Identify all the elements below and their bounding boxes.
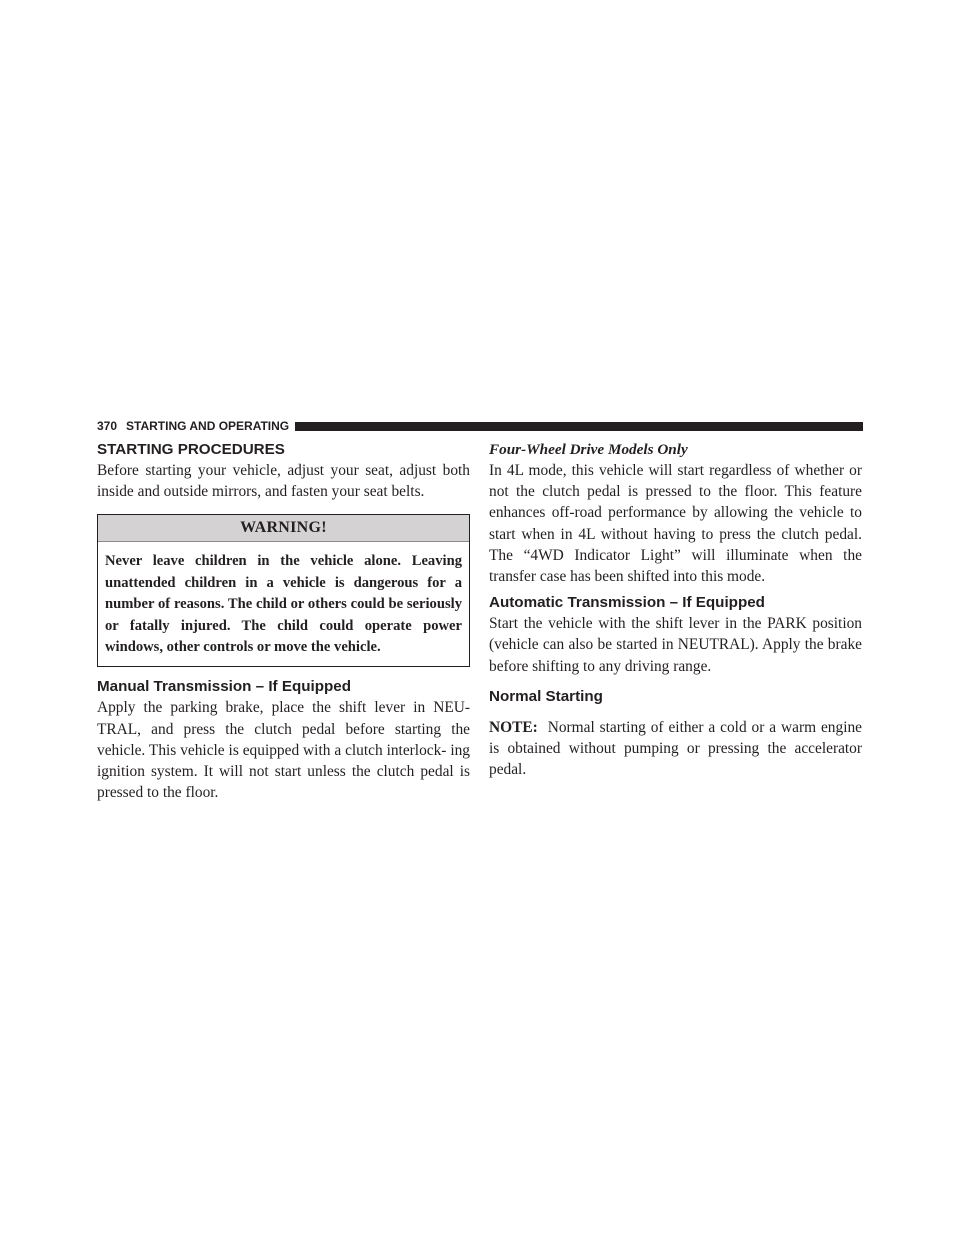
normal-starting-heading: Normal Starting [489,687,603,705]
starting-procedures-heading: STARTING PROCEDURES [97,441,285,458]
four-wheel-drive-heading: Four-Wheel Drive Models Only [489,441,688,458]
manual-transmission-paragraph: Apply the parking brake, place the shift lever in NEU- TRAL, and press the clutch pedal before starting the vehicle. This vehicle is equipped with a clutch interlock- ing ignition system. It will not start unless the clutch pedal is pressed to the floor. [97,699,470,802]
automatic-transmission-paragraph: Start the vehicle with the shift lever in the PARK position (vehicle can also be started in NEUTRAL). Apply the brake before shifting to any driving range. [489,615,862,675]
manual-transmission-heading: Manual Transmission – If Equipped [97,678,352,696]
page-header [97,419,863,433]
section-title: STARTING AND OPERATING [126,419,290,433]
warning-text: Never leave children in the vehicle alone. Leaving unattended children in a vehicle is dangerous for a number of reasons. The child or others could be seriously or fatally injured. The child could operate power windows, other controls or move the vehicle. [105,553,462,656]
warning-box [97,514,470,667]
intro-paragraph: Before starting your vehicle, adjust your seat, adjust both inside and outside mirrors, and fasten your seat belts. [97,462,470,501]
right-column [489,440,862,780]
page-number: 370 [97,419,118,433]
note-label: NOTE: [489,718,538,736]
left-column [97,440,470,803]
note-text: Normal starting of either a cold or a warm engine is obtained without pumping or pressing the accelerator pedal. [489,718,862,779]
four-wheel-drive-paragraph: In 4L mode, this vehicle will start regardless of whether or not the clutch pedal is pressed to the floor. This feature enhances off-road performance by allowing the vehicle to start when in 4L without having to press the clutch pedal. The “4WD Indicator Light” will illuminate when the transfer case has been shifted into this mode. [489,462,862,586]
note-paragraph [489,717,862,781]
header-rule [295,422,863,431]
warning-title: WARNING! [98,515,469,542]
automatic-transmission-heading: Automatic Transmission – If Equipped [489,594,765,612]
